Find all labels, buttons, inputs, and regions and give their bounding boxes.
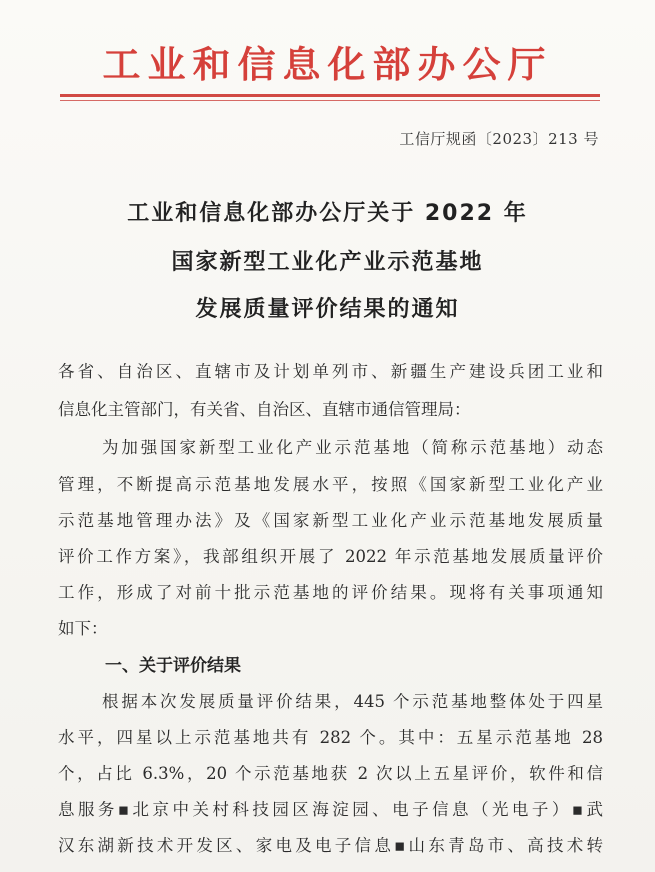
section1-line-4: 息服务▪北京中关村科技园区海淀园、电子信息（光电子）▪武: [58, 800, 603, 819]
section1-line-5: 汉东湖新技术开发区、家电及电子信息▪山东青岛市、高技术转: [58, 836, 603, 855]
document-number: 工信厅规函〔2023〕213 号: [399, 130, 599, 148]
letterhead-red-rule: [60, 94, 600, 97]
intro-line-3: 示范基地管理办法》及《国家新型工业化产业示范基地发展质量: [58, 511, 603, 530]
section1-line-1: 根据本次发展质量评价结果，445 个示范基地整体处于四星: [102, 692, 603, 711]
intro-line-2: 管理，不断提高示范基地发展水平，按照《国家新型工业化产业: [58, 475, 603, 494]
intro-line-1: 为加强国家新型工业化产业示范基地（简称示范基地）动态: [102, 438, 603, 457]
intro-line-4: 评价工作方案》，我部组织开展了 2022 年示范基地发展质量评价: [58, 547, 603, 566]
section1-line-3: 个，占比 6.3%，20 个示范基地获 2 次以上五星评价，软件和信: [58, 764, 603, 783]
section1-line-2: 水平，四星以上示范基地共有 282 个。其中：五星示范基地 28: [58, 728, 603, 747]
letterhead-title: 工业和信息化部办公厅: [102, 42, 553, 86]
document-title-line-2: 国家新型工业化产业示范基地: [171, 250, 484, 275]
document-title-line-3: 发展质量评价结果的通知: [195, 297, 460, 322]
addressee-line-1: 各省、自治区、直辖市及计划单列市、新疆生产建设兵团工业和: [58, 362, 603, 381]
letterhead-thin-rule: [60, 100, 600, 101]
section-heading-evaluation-results: 一、关于评价结果: [105, 656, 241, 676]
intro-line-5: 工作，形成了对前十批示范基地的评价结果。现将有关事项通知: [58, 583, 603, 602]
intro-line-6: 如下：: [58, 619, 108, 638]
addressee-line-2: 信息化主管部门，有关省、自治区、直辖市通信管理局：: [58, 400, 471, 419]
document-title-line-1: 工业和信息化部办公厅关于 2022 年: [127, 201, 528, 226]
